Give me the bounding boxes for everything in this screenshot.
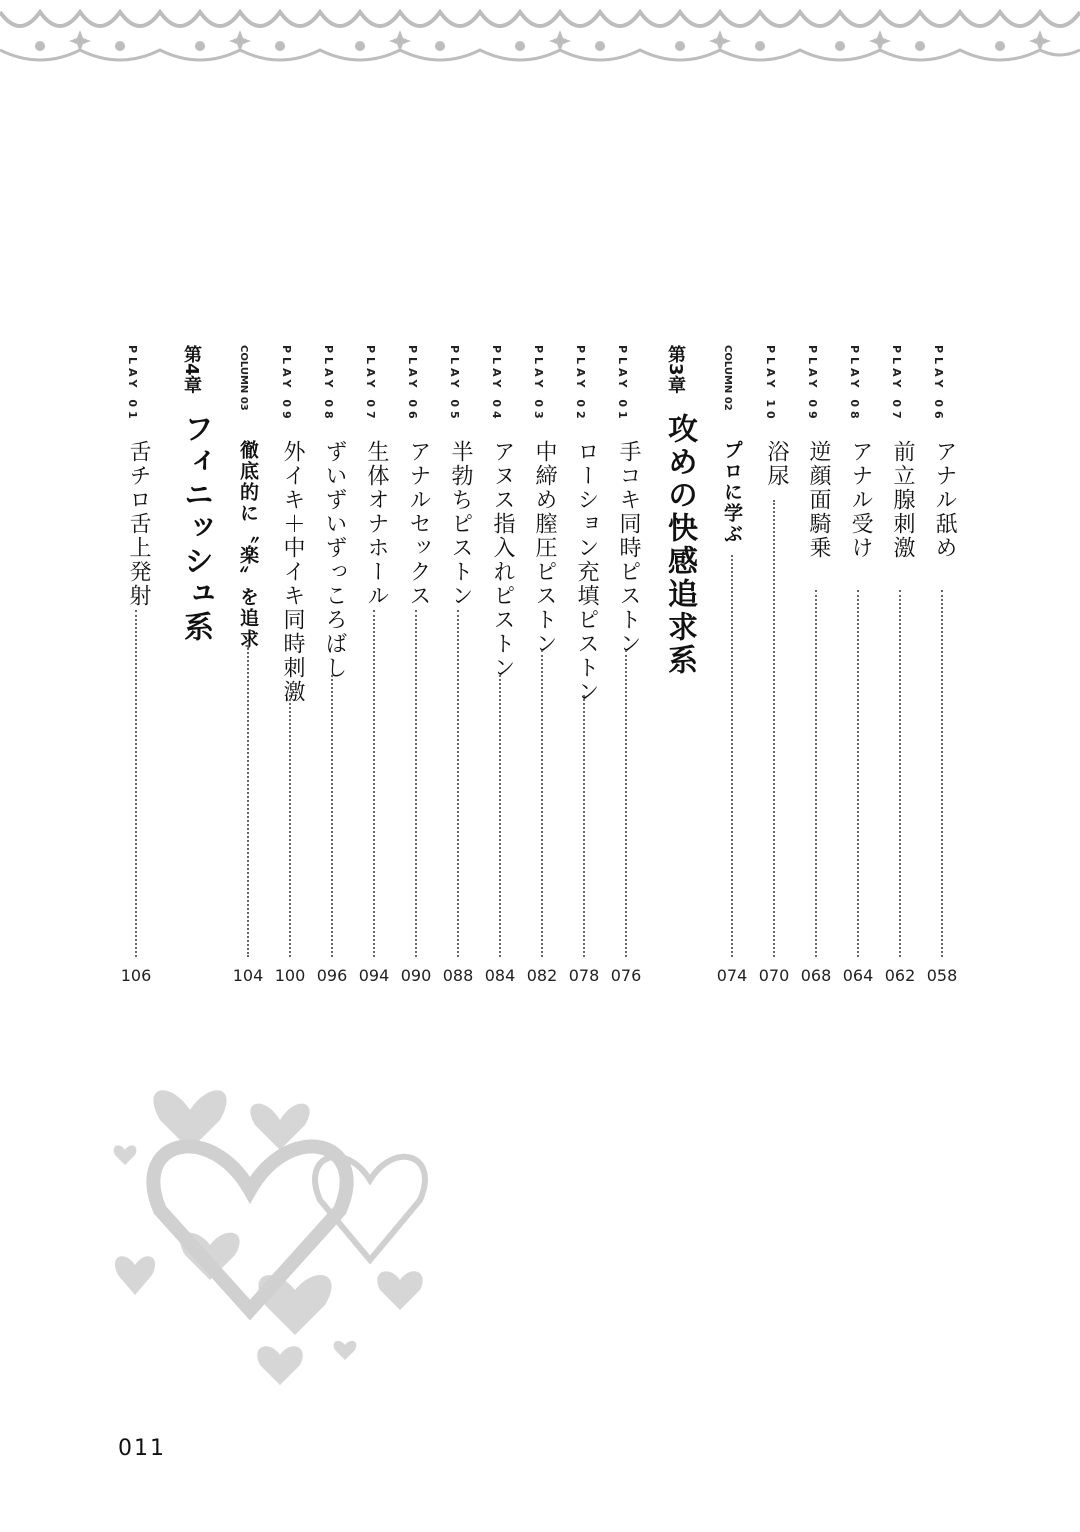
- entry-title: 浴尿: [764, 440, 789, 488]
- entry-page: 096: [316, 966, 348, 985]
- dot-leader: [815, 590, 817, 957]
- entry-title: 外イキ＋中イキ同時刺激: [280, 440, 305, 704]
- entry-label: PLAY 06: [406, 345, 419, 423]
- table-of-contents: [0, 345, 1080, 995]
- dot-leader: [899, 590, 901, 957]
- entry-label: PLAY 07: [364, 345, 377, 423]
- dot-leader: [857, 590, 859, 957]
- entry-page: 084: [484, 966, 516, 985]
- dot-leader: [331, 675, 333, 957]
- entry-page: 082: [526, 966, 558, 985]
- entry-title: ずいずいずっころばし: [322, 440, 347, 680]
- dot-leader: [415, 610, 417, 957]
- top-lace-border: [0, 0, 1080, 85]
- entry-label: COLUMN 02: [722, 345, 733, 411]
- entry-title: アヌス指入れピストン: [490, 440, 515, 680]
- dot-leader: [625, 650, 627, 957]
- dot-leader: [135, 610, 137, 957]
- entry-page: 068: [800, 966, 832, 985]
- entry-page: 062: [884, 966, 916, 985]
- dot-leader: [499, 675, 501, 957]
- entry-page: 104: [232, 966, 264, 985]
- dot-leader: [373, 610, 375, 957]
- entry-label: PLAY 08: [322, 345, 335, 423]
- dot-leader: [941, 590, 943, 957]
- entry-title: 中締め膣圧ピストン: [532, 440, 557, 656]
- entry-label: PLAY 08: [848, 345, 861, 423]
- entry-label: PLAY 10: [764, 345, 777, 423]
- entry-label: PLAY 01: [616, 345, 629, 423]
- entry-label: PLAY 04: [490, 345, 503, 423]
- entry-page: 076: [610, 966, 642, 985]
- entry-label: PLAY 09: [806, 345, 819, 423]
- dot-leader: [247, 645, 249, 957]
- entry-title: 生体オナホール: [364, 440, 389, 608]
- dot-leader: [773, 500, 775, 957]
- dot-leader: [583, 695, 585, 957]
- entry-label: PLAY 06: [932, 345, 945, 423]
- chapter-number: 第4章: [181, 345, 202, 394]
- entry-page: 094: [358, 966, 390, 985]
- entry-label: PLAY 09: [280, 345, 293, 423]
- entry-title: プロに学ぶ: [721, 440, 743, 545]
- entry-title: 前立腺刺激: [890, 440, 915, 560]
- entry-page: 058: [926, 966, 958, 985]
- entry-title: 徹底的に〝楽〟を追求: [237, 440, 259, 650]
- entry-title: 逆顔面騎乗: [806, 440, 831, 560]
- entry-label: PLAY 05: [448, 345, 461, 423]
- dot-leader: [541, 650, 543, 957]
- chapter-number: 第3章: [665, 345, 686, 394]
- entry-label: PLAY 01: [126, 345, 139, 423]
- dot-leader: [457, 610, 459, 957]
- entry-page: 106: [120, 966, 152, 985]
- entry-page: 088: [442, 966, 474, 985]
- entry-title: 半勃ちピストン: [448, 440, 473, 608]
- entry-page: 070: [758, 966, 790, 985]
- entry-page: 100: [274, 966, 306, 985]
- entry-title: 舌チロ舌上発射: [126, 440, 151, 608]
- entry-title: アナル舐め: [932, 440, 957, 560]
- entry-title: 手コキ同時ピストン: [616, 440, 641, 656]
- entry-title: アナル受け: [848, 440, 873, 560]
- entry-page: 090: [400, 966, 432, 985]
- entry-label: PLAY 02: [574, 345, 587, 423]
- chapter-title: 攻めの快感追求系: [662, 413, 697, 677]
- entry-label: PLAY 03: [532, 345, 545, 423]
- entry-label: PLAY 07: [890, 345, 903, 423]
- entry-title: アナルセックス: [406, 440, 431, 608]
- entry-title: ローション充填ピストン: [574, 440, 599, 704]
- chapter-title: フィニッシュ系: [178, 413, 213, 644]
- page-number: 011: [118, 1436, 166, 1461]
- entry-page: 074: [716, 966, 748, 985]
- entry-label: COLUMN 03: [238, 345, 249, 411]
- decorative-hearts-icon: [100, 1040, 440, 1400]
- entry-page: 078: [568, 966, 600, 985]
- dot-leader: [289, 695, 291, 957]
- entry-page: 064: [842, 966, 874, 985]
- dot-leader: [731, 555, 733, 957]
